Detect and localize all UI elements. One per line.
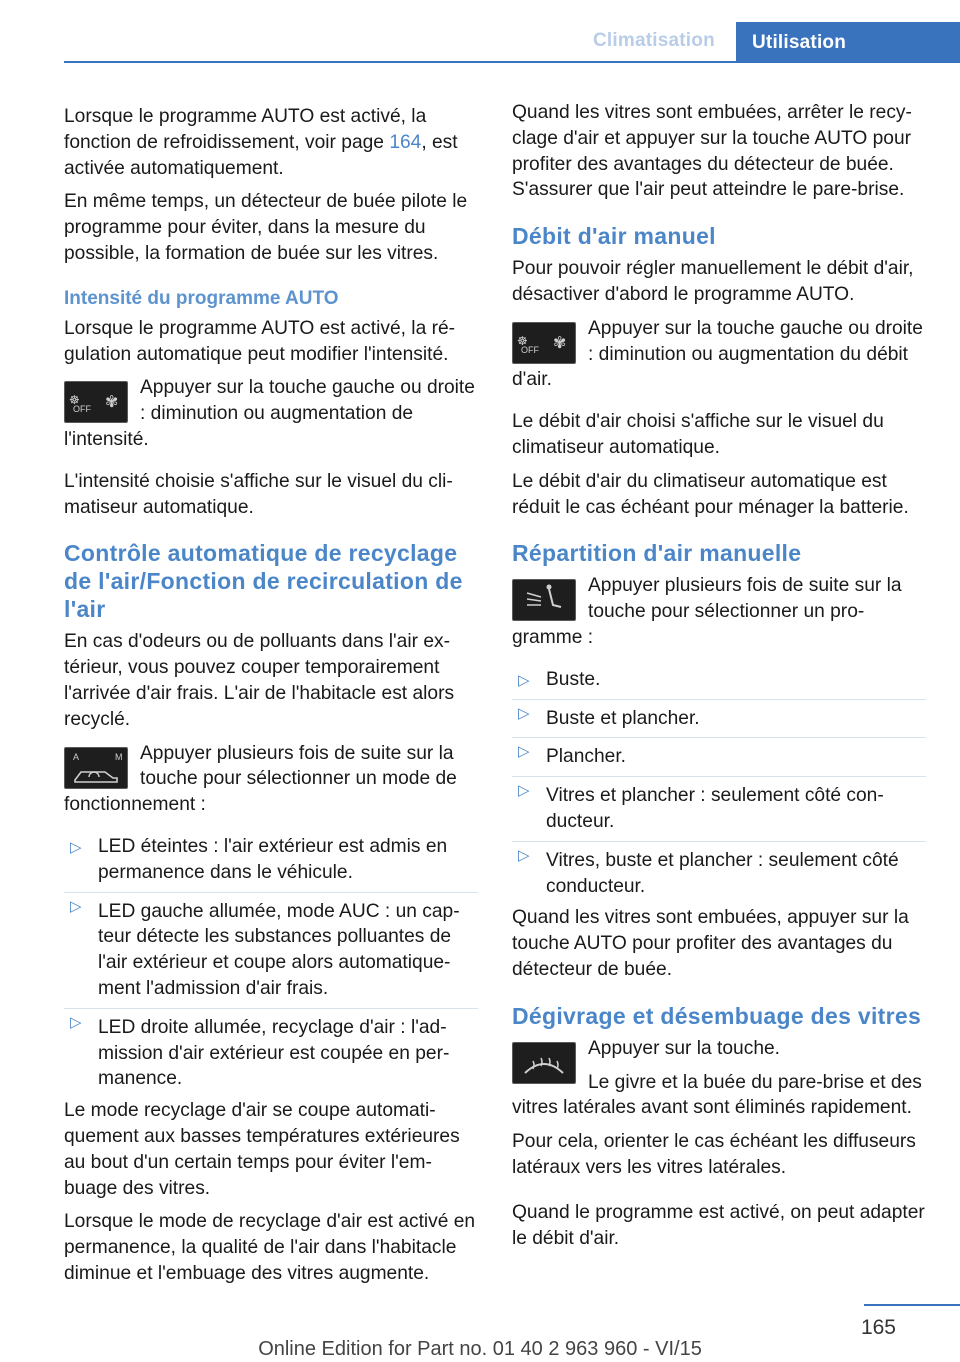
instruction-text: Appuyer sur la touche gauche ou droite : diminution ou augmentation de l'intensité. bbox=[64, 377, 475, 450]
triangle-bullet-icon: ▷ bbox=[518, 671, 530, 689]
paragraph: Le débit d'air choisi s'affiche sur le visuel du climatiseur automatique. bbox=[512, 411, 884, 458]
paragraph: Pour cela, orienter le cas échéant les diffuseurs latéraux vers les vitres latérales. bbox=[512, 1131, 916, 1178]
heading-manual-airflow: Débit d'air manuel bbox=[512, 223, 716, 250]
page-header bbox=[0, 0, 960, 64]
triangle-bullet-icon: ▷ bbox=[518, 846, 530, 864]
icon-instruction bbox=[512, 316, 926, 393]
edition-line: Online Edition for Part no. 01 40 2 963 960 - VI/15 bbox=[258, 1338, 702, 1360]
section-tab[interactable]: Climatisation bbox=[593, 30, 715, 51]
distribution-list bbox=[512, 667, 926, 900]
paragraph: Lorsque le mode de recyclage d'air est activé en permanence, la qualité de l'air dans l'habitacle diminue et l'embuage des vitres augmente. bbox=[64, 1211, 476, 1284]
footer-rule bbox=[864, 1304, 960, 1306]
defrost-button-icon bbox=[512, 1042, 576, 1084]
paragraph: En même temps, un détecteur de buée pilote le programme pour éviter, dans la mesure du possible, la formation de buée sur les vitres. bbox=[64, 191, 468, 264]
triangle-bullet-icon: ▷ bbox=[70, 897, 82, 915]
instruction-text: Appuyer sur la touche gauche ou droite : diminution ou augmentation du débit d'air. bbox=[512, 317, 923, 391]
list-item: ▷ LED droite allumée, recyclage d'air : l'admission d'air extérieur est coupée en permanence. bbox=[64, 1008, 478, 1092]
list-item: ▷ Buste. bbox=[512, 667, 926, 693]
triangle-bullet-icon: ▷ bbox=[518, 704, 530, 722]
paragraph: Quand les vitres sont embuées, appuyer sur la touche AUTO pour profiter des avantages du détecteur de buée. bbox=[512, 907, 909, 980]
triangle-bullet-icon: ▷ bbox=[518, 782, 530, 800]
icon-instruction bbox=[64, 375, 478, 452]
fan-speed-button-icon: OFF ✾ ☸ bbox=[512, 322, 576, 364]
subheading-intensity: Intensité du programme AUTO bbox=[64, 287, 339, 309]
paragraph: Lorsque le programme AUTO est activé, la fonction de refroidissement, voir page 164, est activée automatiquement. bbox=[64, 106, 458, 179]
page-link[interactable]: 164 bbox=[389, 131, 422, 153]
paragraph: Le débit d'air du climatiseur automatique est réduit le cas échéant pour ménager la batterie. bbox=[512, 470, 909, 518]
paragraph: Le mode recyclage d'air se coupe automatiquement aux basses températures extérieures au bout d'un certain temps pour éviter l'embuage des vitres. bbox=[64, 1100, 460, 1199]
seat-airflow-icon bbox=[519, 583, 569, 617]
instruction-text: Appuyer plusieurs fois de suite sur la touche pour sélectionner un mode de fonctionnement : bbox=[64, 742, 457, 816]
fan-speed-button-icon: OFF ✾ ☸ bbox=[64, 381, 128, 423]
heading-recirculation: Contrôle automatique de recyclage de l'air/Fonction de recirculation de l'air bbox=[64, 540, 463, 623]
recirculation-button-icon: A M bbox=[64, 747, 128, 789]
instruction-text: Appuyer plusieurs fois de suite sur la touche pour sélectionner un programme : bbox=[512, 575, 902, 648]
list-item: ▷ Vitres et plancher : seulement côté conducteur. bbox=[512, 776, 926, 835]
icon-instruction bbox=[512, 1036, 926, 1121]
paragraph: Lorsque le programme AUTO est activé, la régulation automatique peut modifier l'intensité. bbox=[64, 317, 456, 365]
paragraph: En cas d'odeurs ou de polluants dans l'air extérieur, vous pouvez couper temporairement l'arrivée d'air frais. L'air de l'habitacle est alors recyclé. bbox=[64, 631, 455, 730]
paragraph: Le givre et la buée du pare-brise et des vitres latérales avant sont éliminés rapidement. bbox=[512, 1071, 922, 1119]
left-column bbox=[64, 104, 478, 1295]
header-rule bbox=[64, 61, 960, 63]
icon-instruction bbox=[64, 741, 478, 818]
right-column bbox=[512, 100, 926, 1259]
list-item: ▷ Vitres, buste et plancher : seulement côté conducteur. bbox=[512, 841, 926, 900]
page-number: 165 bbox=[860, 1316, 896, 1339]
paragraph: L'intensité choisie s'affiche sur le visuel du climatiseur automatique. bbox=[64, 470, 453, 518]
icon-instruction bbox=[512, 573, 926, 650]
heading-air-distribution: Répartition d'air manuelle bbox=[512, 540, 802, 567]
car-recirculation-icon bbox=[71, 764, 121, 786]
active-tab[interactable]: Utilisation bbox=[736, 22, 960, 62]
windshield-defrost-icon bbox=[519, 1047, 569, 1081]
paragraph: Pour pouvoir régler manuellement le débit d'air, désactiver d'abord le programme AUTO. bbox=[512, 258, 914, 305]
mode-list bbox=[64, 834, 478, 1092]
list-item: ▷ Buste et plancher. bbox=[512, 699, 926, 732]
triangle-bullet-icon: ▷ bbox=[70, 1013, 82, 1031]
air-distribution-button-icon bbox=[512, 579, 576, 621]
paragraph: Quand les vitres sont embuées, arrêter le recyclage d'air et appuyer sur la touche AUTO pour profiter des avantages du détecteur de buée. S'assurer que l'air peut atteindre le pare-brise. bbox=[512, 102, 912, 201]
triangle-bullet-icon: ▷ bbox=[518, 743, 530, 761]
page-footer bbox=[0, 1300, 960, 1362]
list-item: ▷ Plancher. bbox=[512, 737, 926, 770]
triangle-bullet-icon: ▷ bbox=[70, 838, 82, 856]
list-item: ▷ LED gauche allumée, mode AUC : un capteur détecte les substances polluantes de l'air extérieur et coupe alors automatiquement l'admission d'air frais. bbox=[64, 892, 478, 1002]
heading-defrost: Dégivrage et désembuage des vitres bbox=[512, 1002, 922, 1029]
paragraph: Quand le programme est activé, on peut adapter le débit d'air. bbox=[512, 1201, 925, 1249]
list-item: ▷ LED éteintes : l'air extérieur est admis en permanence dans le véhicule. bbox=[70, 835, 448, 883]
instruction-text: Appuyer sur la touche. bbox=[588, 1037, 780, 1059]
